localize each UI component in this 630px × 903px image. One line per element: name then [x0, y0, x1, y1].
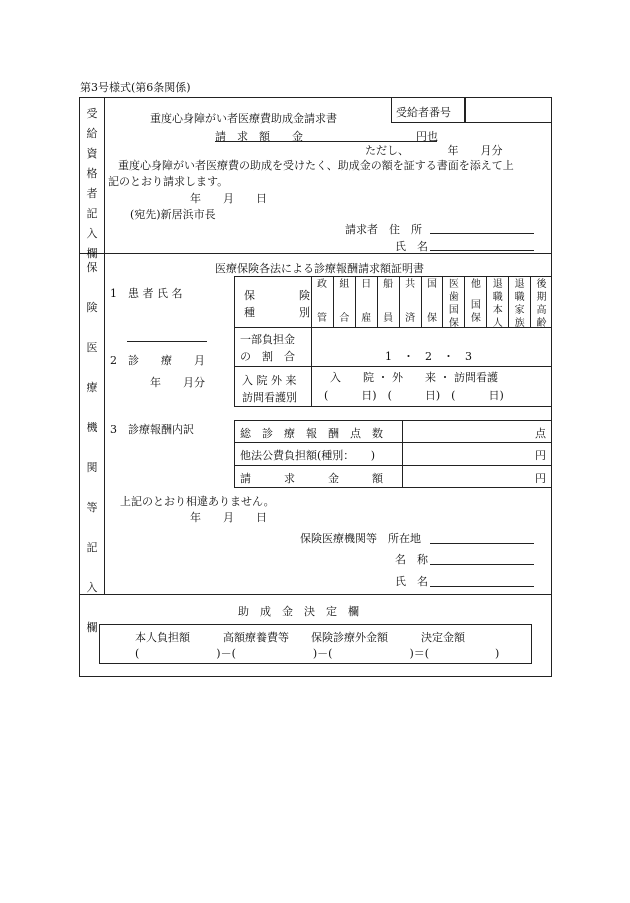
- insurance-column-top: 日: [361, 279, 372, 290]
- claimant-name-label: 氏 名: [395, 240, 428, 253]
- insurance-column-10[interactable]: [530, 276, 552, 327]
- visit-type-label: 入 院 外 来: [242, 374, 297, 387]
- insurance-column-5[interactable]: [421, 276, 443, 327]
- certify-date: 年 月 日: [190, 511, 267, 524]
- insurance-column-7[interactable]: [464, 276, 486, 327]
- application-date: 年 月 日: [190, 192, 267, 205]
- claim-amount-row-unit: 円: [535, 472, 546, 485]
- insurance-column-2[interactable]: [355, 276, 377, 327]
- insurance-column-top: 船: [383, 279, 394, 290]
- claimant-address-field[interactable]: [430, 233, 534, 234]
- total-points-label: 総 診 療 報 酬 点 数: [240, 427, 383, 440]
- insurance-column-bottom: 国保: [470, 300, 481, 324]
- decision-title: 助 成 金 決 定 欄: [238, 605, 359, 618]
- insurance-column-top: 国: [426, 279, 437, 290]
- treatment-month-date: 年 月分: [150, 376, 205, 389]
- insurance-column-bottom: 管: [316, 313, 327, 324]
- insurance-column-top: 退職家族: [514, 279, 525, 329]
- insurance-column-0[interactable]: [311, 276, 333, 327]
- insurance-column-9[interactable]: [508, 276, 530, 327]
- form-number: 第3号様式(第6条関係): [80, 81, 191, 94]
- insurance-column-top: 医歯国保: [448, 279, 459, 329]
- claim-amount-row-label: 請 求 金 額: [240, 472, 383, 485]
- certify-statement: 上記のとおり相違ありません。: [120, 495, 275, 508]
- copay-label: 一部負担金: [240, 333, 295, 346]
- institution-person-field[interactable]: [430, 586, 534, 587]
- certificate-title: 医療保険各法による診療報酬請求額証明書: [215, 262, 424, 275]
- institution-name-field[interactable]: [430, 564, 534, 565]
- body-line-1: 重度心身障がい者医療費の助成を受けたく、助成金の額を証する書面を添えて上: [118, 159, 514, 172]
- insurance-type-label: 保 険: [244, 289, 310, 302]
- patient-name-field[interactable]: [127, 341, 207, 342]
- insurance-column-bottom: 員: [383, 313, 394, 324]
- insurance-column-4[interactable]: [399, 276, 421, 327]
- insurance-type-label-2: 種 別: [244, 306, 310, 319]
- insurance-column-bottom: 済: [405, 313, 416, 324]
- institution-name-label: 名 称: [395, 553, 428, 566]
- insurance-column-top: 共: [405, 279, 416, 290]
- copay-options[interactable]: 1 ・ 2 ・ 3: [385, 350, 472, 363]
- institution-address-field[interactable]: [430, 543, 534, 544]
- visit-days[interactable]: ( 日) ( 日) ( 日): [324, 389, 504, 402]
- recipient-number-label: 受給者番号: [396, 106, 451, 119]
- claim-amount-label: 請 求 額 金: [215, 130, 303, 143]
- copay-label-2: の 割 合: [240, 350, 295, 363]
- insurance-column-top: 組: [339, 279, 350, 290]
- public-burden-unit: 円: [535, 449, 546, 462]
- insurance-column-bottom: 雇: [361, 313, 372, 324]
- form-title: 重度心身障がい者医療費助成金請求書: [150, 112, 337, 125]
- proviso: ただし、 年 月分: [365, 144, 503, 157]
- insurance-column-top: 他: [470, 279, 481, 290]
- insurance-column-6[interactable]: [442, 276, 464, 327]
- insurance-column-top: 政: [316, 279, 327, 290]
- total-points-unit: 点: [535, 427, 546, 440]
- claimant-address-label: 請求者 住 所: [345, 223, 422, 236]
- insurance-column-8[interactable]: [486, 276, 508, 327]
- applicant-side-label: 受 給 資 格 者 記 入 欄: [86, 107, 98, 260]
- insurance-column-3[interactable]: [377, 276, 399, 327]
- insurance-column-top: 退職本人: [492, 279, 503, 329]
- insurance-column-top: 後期高齢: [536, 279, 547, 329]
- insurance-column-1[interactable]: [333, 276, 355, 327]
- visit-type-label-2: 訪問看護別: [242, 391, 297, 404]
- addressee: (宛先)新居浜市長: [130, 208, 216, 221]
- decision-formula[interactable]: ( )－( )－( )＝( ): [135, 647, 500, 660]
- insurance-column-bottom: 保: [426, 313, 437, 324]
- treatment-month-label: 2 診 療 月: [110, 354, 205, 367]
- institution-address-label: 保険医療機関等 所在地: [300, 532, 421, 545]
- claim-unit: 円也: [416, 130, 438, 143]
- claimant-name-field[interactable]: [430, 250, 534, 251]
- recipient-number-field[interactable]: [465, 97, 552, 123]
- visit-type-options[interactable]: 入 院 ・ 外 来 ・ 訪問看護: [330, 371, 498, 384]
- public-burden-label: 他法公費負担額(種別： ): [240, 449, 376, 462]
- breakdown-label: 3 診療報酬内訳: [110, 423, 194, 436]
- institution-side-label: 保 険 医 療 機 関 等 記 入 欄: [86, 261, 98, 634]
- insurance-column-bottom: 合: [339, 313, 350, 324]
- body-line-2: 記のとおり請求します。: [108, 175, 229, 188]
- decision-headers: 本人負担額 高額療養費等 保険診療外金額 決定金額: [135, 631, 465, 644]
- patient-name-label: 1 患 者 氏 名: [110, 287, 183, 300]
- institution-person-label: 氏 名: [395, 575, 428, 588]
